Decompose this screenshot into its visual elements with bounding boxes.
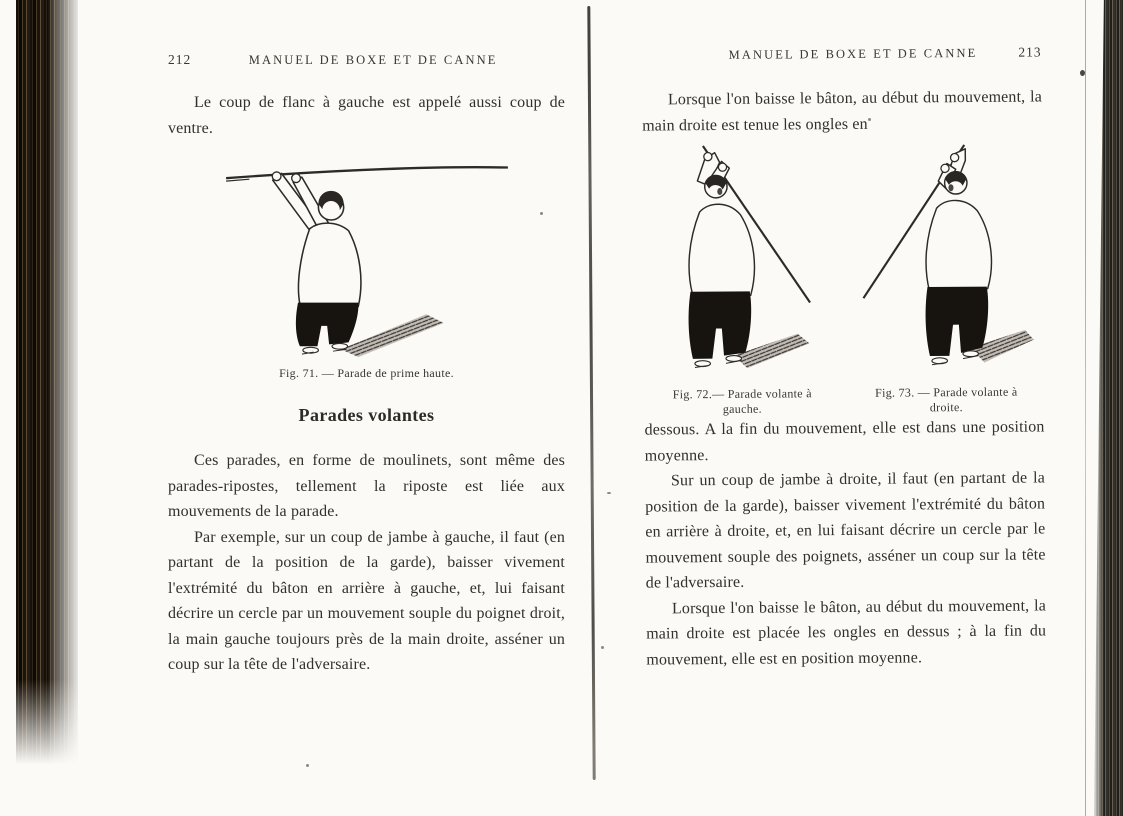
right-scan-edge-texture xyxy=(1094,0,1123,816)
paragraph: Lorsque l'on baisse le bâton, au début du mouvement, la main droite est placée les ongles en dessus ; à la fin du mouvement, elle est en position moyenne. xyxy=(646,596,1047,669)
figure-72 xyxy=(642,141,840,418)
page-gutter-crease xyxy=(587,6,595,780)
right-page-edge-line xyxy=(1085,0,1086,816)
page-header xyxy=(168,52,565,68)
paragraph: Ces parades, en forme de moulinets, sont même des parades-ripostes, tellement la riposte est liée aux mouvements de la parade. xyxy=(168,452,565,520)
figure-71 xyxy=(168,151,565,381)
page-212 xyxy=(168,52,565,678)
page-header xyxy=(642,44,1042,63)
scan-speck xyxy=(601,646,604,649)
running-title: MANUEL DE BOXE ET DE CANNE xyxy=(248,53,498,67)
book-spine-edge-texture xyxy=(16,0,78,772)
paragraph: Le coup de flanc à gauche est appelé aussi coup de ventre. xyxy=(168,94,565,137)
figure-72-caption: Fig. 72.— Parade volante à gauche. xyxy=(672,386,812,416)
figure-71-illustration xyxy=(216,151,518,357)
paragraph: Lorsque l'on baisse le bâton, au début du mouvement, la main droite est tenue les ongles en xyxy=(642,88,1043,135)
paragraph: Sur un coup de jambe à droite, il faut (en partant de la position de la garde), baisser vivement l'extrémité du bâton en arrière à droite, et, en lui faisant décrire un cercle par le mouvement souple des poignets, asséner un coup sur la tête de l'adversaire. xyxy=(645,469,1046,592)
figure-71-caption: Fig. 71. — Parade de prime haute. xyxy=(279,366,454,380)
figures-row xyxy=(642,139,1044,417)
paragraph: dessous. A la fin du mouvement, elle est dans une position moyenne. xyxy=(644,418,1045,465)
figure-73-illustration xyxy=(853,139,1037,378)
paragraph: Par exemple, sur un coup de jambe à gauche, il faut (en partant de la position de la garde), baisser vivement l'extrémité du bâton en arrière à gauche, et, lui faisant décrire un cercle par un mouvement souple du poignet droit, la main gauche toujours près de la main droite, asséner un coup sur la tête de l'adversaire. xyxy=(168,528,565,673)
scan-speck xyxy=(306,764,309,767)
page-number: 213 xyxy=(1018,44,1042,60)
figure-73-caption: Fig. 73. — Parade volante à droite. xyxy=(875,384,1018,415)
running-title: MANUEL DE BOXE ET DE CANNE xyxy=(728,45,978,62)
scan-speck xyxy=(1080,70,1085,76)
page-213 xyxy=(642,44,1047,672)
section-heading: Parades volantes xyxy=(298,405,435,425)
figure-72-illustration xyxy=(649,141,833,380)
figure-73 xyxy=(846,139,1044,416)
scan-speck xyxy=(607,492,611,494)
page-number: 212 xyxy=(168,52,192,67)
